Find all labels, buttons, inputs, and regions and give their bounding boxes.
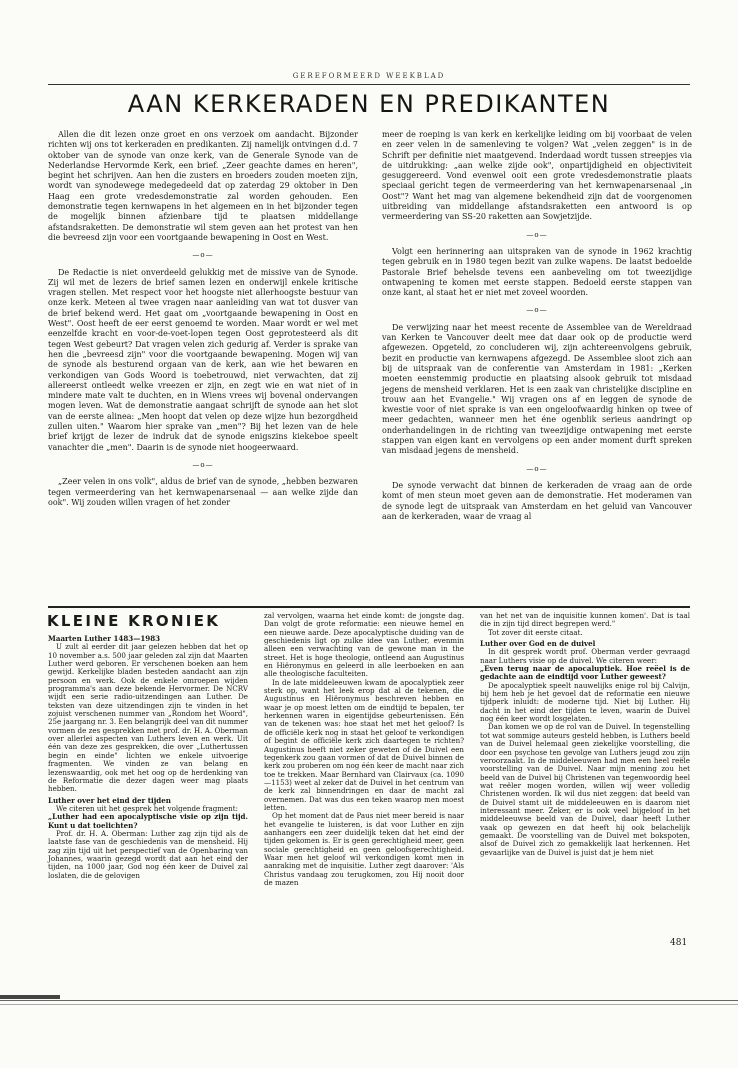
- article-column-left: [48, 130, 358, 508]
- kroniek-subheading: Luther over het eind der tijden: [48, 795, 171, 805]
- kroniek-column-1: [48, 632, 248, 880]
- section-separator: —o—: [192, 460, 214, 469]
- kroniek-paragraph: U zult al eerder dit jaar gelezen hebben dat het op 10 november a.s. 500 jaar geleden zal zijn dat Maarten Luther werd geboren. Er verschenen boeken aan hem gewijd. Kerkelijke bladen besteden aandacht aan zijn persoon en werk. Ook de enkele omroepen wijden programma's aan deze bekende Hervormer. De NCRV wijdt een serie radio-uitzendingen aan Luther. De teksten van deze uitzendingen zijn te vinden in het zojuist verschenen nummer van „Rondom het Woord", 25e jaargang nr. 3. Een belangrijk deel van dit nummer vormen de zes gesprekken met prof. dr. H. A. Oberman over allerlei aspecten van Luthers leven en werk. Uit één van deze zes gesprekken, die over „Luthertussen begin en einde" lichten we enkele uitvoerige fragmenten. We vinden ze van belang en lezenswaardig, ook met het oog op de herdenking van de Reformatie die dezer dagen weer mag plaats hebben.: [48, 642, 248, 794]
- kroniek-paragraph: van het net van de inquisitie kunnen komen'. Dat is taal die in zijn tijd direct begrepen werd.": [480, 611, 690, 629]
- article-paragraph: De Redactie is niet onverdeeld gelukkig met de missive van de Synode. Zij wil met de lezers de brief samen lezen en onderwijl enkele kritische vragen stellen. Met respect voor het hoogste niet allerhoogste bestuur van onze kerk. Meteen al twee vragen naar aanleiding van wat tot dusver van de brief bekend werd. Het gaat om „voortgaande bewapening in Oost en West". Oost heeft de eer eerst genoemd te worden. Maar wordt er wel met eenzelfde kracht en voor-de-voet-lopen tegen Oost geprotesteerd als dit tegen West gebeurt? Dat vragen velen zich gedurig af. Verder is sprake van hen die „bevreesd zijn" voor die voortgaande bewapening. Mogen wij van de synode als besturend orgaan van de kerk, aan wie het bewaren en verkondigen van Gods Woord is toebetrouwd, niet verwachten, dat zij allereerst ontleedt welke vreezen er zijn, en zegt wie en wat niet of in mindere mate valt te duchten, en in Wiens vrees wij bovenal ondervangen mogen leven. Wat de demonstratie aangaat schrijft de synode aan het slot van de eerste alinea: „Men hoopt dat velen op deze wijze hun bezorgdheid zullen uiten." Waarom hier sprake van „men"? Bij het lezen van de hele brief krijgt de lezer de indruk dat de synode enigszins kiekeboe speelt vanachter die „men". Daarin is de synode niet hoogeerwaard.: [48, 267, 358, 452]
- article-title: AAN KERKERADEN EN PREDIKANTEN: [127, 90, 611, 118]
- kroniek-paragraph: Op het moment dat de Paus niet meer bereid is naar het evangelie te luisteren, is dat voor Luther en zijn aanhangers een zeer duidelijk teken dat het eind der tijden gekomen is. Er is geen gerechtigheid meer, geen sociale gerechtigheid en geen geloofsgerechtigheid. Waar men het geloof wil verkondigen komt men in aanraking met de inquisitie. Luther zegt daarover: 'Als Christus vandaag zou terugkomen, zou Hij nooit door de mazen: [264, 811, 464, 887]
- kroniek-question: „Luther had een apocalyptische visie op zijn tijd. Kunt u dat toelichten?: [48, 812, 248, 830]
- article-paragraph: meer de roeping is van kerk en kerkelijke leiding om bij voorbaat de velen en zeer velen in de samenleving te volgen? Wat „velen zeggen" is in de Schrift per definitie niet maatgevend. Inderdaad wordt tussen streepjes via de uitdrukking: „aan welke zijde ook", onpartijdigheid en objectiviteit gesuggereerd. Vond evenwel ooit een grote vredesdemonstratie plaats speciaal gericht tegen de vermeerdering van het kernwapenarsenaal „in Oost"? Want het mag van algemene bekendheid zijn dat de voorgenomen uitbreiding van middellange afstandsraketten een antwoord is op vermeerdering van SS-20 raketten aan Sowjetzijde.: [382, 130, 692, 222]
- magazine-header: GEREFORMEERD WEEKBLAD: [292, 72, 446, 80]
- kroniek-column-3: [480, 612, 690, 857]
- scan-line: [0, 1000, 738, 1001]
- scan-edge: [0, 995, 60, 999]
- article-paragraph: Allen die dit lezen onze groet en ons verzoek om aandacht. Bijzonder richten wij ons tot kerkeraden en predikanten. Zij namelijk ontvingen d.d. 7 oktober van de synode van onze kerk, van de Generale Synode van de Nederlandse Hervormde Kerk, een brief. „Zeer geachte dames en heren", begint het schrijven. Aan hen die zusters en broeders zouden moeten zijn, wordt van synodewege medegedeeld dat op zaterdag 29 oktober in Den Haag een grote vredesdemonstratie zal worden gehouden. Een demonstratie tegen kernwapens in het algemeen en in het bijzonder tegen de mogelijk binnen afzienbare tijd te plaatsen middellange afstandsraketten. De demonstratie wil stem geven aan het protest van hen die bevreesd zijn voor een voortgaande bewapening in Oost en West.: [48, 130, 358, 242]
- kroniek-column-2: [264, 612, 464, 887]
- kroniek-subheading: Maarten Luther 1483—1983: [48, 634, 161, 643]
- scan-line-secondary: [0, 1004, 738, 1005]
- article-column-right: [382, 130, 692, 522]
- kroniek-subheading: Luther over God en de duivel: [480, 639, 596, 649]
- kroniek-paragraph: zal vervolgen, waarna het einde komt: de jongste dag. Dan volgt de grote reformatie: een nieuwe hemel en een nieuwe aarde. Deze apocalyptische duiding van de geschiedenis ligt op zulke idee van Luther, evenmin alleen een verwachting van de gewone man in the street. Het is hoge theologie, ontleend aan Augustinus en Hiëronymus en geleerd in alle leerboeken en aan alle theologische faculteiten.: [264, 611, 464, 679]
- kroniek-paragraph: In dit gesprek wordt prof. Oberman verder gevraagd naar Luthers visie op de duivel. We citeren weer:: [480, 647, 690, 665]
- kroniek-question: „Even terug naar de apocaluptiek. Hoe reëel is de gedachte aan de eindtijd voor Luther geweest?: [480, 664, 690, 682]
- article-paragraph: Volgt een herinnering aan uitspraken van de synode in 1962 krachtig tegen gebruik en in 1980 tegen bezit van zulke wapens. De laatst bedoelde Pastorale Brief behelsde tevens een aanbeveling om tot tweezijdige ontwapening te komen met eerste stappen. Bedoeld eerste stappen van onze kant, al staat het er niet met zoveel woorden.: [382, 246, 692, 298]
- kroniek-paragraph: In de late middeleeuwen kwam de apocalyptiek zeer sterk op, want het leek erop dat al de tekenen, die Augustinus en Hiëronymus beschreven hebben en waar je op moest letten om de eindtijd te bepalen, ter herkennen waren in eigentijdse gebeurtenissen. Eén van de tekenen was: hoe staat het met het geloof? Is de officiële kerk nog in staat het geloof te verkondigen of begint de officiële kerk zich daartegen te richten? Augustinus heeft niet zeker geweten of de Duivel een tegenkerk zou gaan vormen of dat de Duivel binnen de kerk zou proberen om nog één keer de macht naar zich toe te trekken. Maar Bernhard van Clairvaux (ca. 1090—1153) weet al zeker dat de Duivel in het centrum van de kerk zal binnendringen en daar de macht zal overnemen. Dat was dus een teken waarop men moest letten.: [264, 677, 464, 812]
- kroniek-paragraph: De apocalyptiek speelt nauwelijks enige rol bij Calvijn, bij hem heb je het gevoel dat de reformatie een nieuwe tijdperk inluidt: de moderne tijd. Niet bij Luther. Hij dacht in het eind der tijden te leven, waarin de Duivel nog één keer wordt losgelaten.: [480, 680, 690, 724]
- section-separator: —o—: [526, 464, 548, 473]
- section-separator: —o—: [526, 306, 548, 315]
- article-paragraph: De verwijzing naar het meest recente de Assemblee van de Wereldraad van Kerken te Vancouver deelt mee dat daar ook op de productie werd afgewezen. Opgeteld, zo concluderen wij, zijn achtereenvolgens gebruik, bezit en productie van kernwapens afgezegd. De Assemblee sloot zich aan bij de uitspraak van de conferentie van Amsterdam in 1981: „Kerken moeten eenstemmig productie en plaatsing alsook gebruik tot misdaad jegens de mensheid verklaren. Het is een zaak van christelijke discipline en trouw aan het Evangelie." Wij vragen ons af en leggen de synode de kwestie voor of niet sprake is van een ongeloofwaardig hinken op twee of meer gedachten, wanneer men het éne ogenblik serieus aandringt op onderhandelingen in de richting van tweezijdige ontwapening met eerste stappen van eigen kant en vervolgens op een ander moment durft spreken van misdaad jegens de mensheid.: [382, 322, 692, 456]
- page-number: 481: [670, 938, 688, 948]
- section-separator: —o—: [526, 230, 548, 239]
- kroniek-title: KLEINE KRONIEK: [47, 612, 221, 630]
- article-paragraph: De synode verwacht dat binnen de kerkeraden de vraag aan de orde komt of men steun moet geven aan de demonstratie. Het moderamen van de synode legt de uitspraak van Amsterdam en het geluid van Vancouver aan de kerkeraden, waar de vraag al: [382, 480, 692, 521]
- kroniek-paragraph: Dan komen we op de rol van de Duivel. In tegenstelling tot wat sommige auteurs gesteld hebben, is Luthers beeld van de Duivel helemaal geen ziekelijke voorstelling, die door een psychose ten gevolge van Luthers jeugd zou zijn veroorzaakt. In de middeleeuwen had men een heel reële voorstelling van de Duivel. Naar mijn mening zou het beeld van de Duivel bij Christenen van tegenwoordig heel wat reëler mogen worden, willen wij weer volledig Christenen worden. Ik wil dus niet zeggen: dat beeld van de Duivel stamt uit de middeleeuwen en is daarom niet interessant meer. Zeker, er is ook veel bijgeloof in het middeleeuwse beeld van de Duivel, daar heeft Luther vaak op gewezen en dat heeft hij ook belachelijk gemaakt. De voorstelling van de Duivel met bokspoten, alsof de Duivel zich zo gemakkelijk laat herkennen. Het gevaarlijke van de Duivel is juist dat je hem niet: [480, 722, 690, 857]
- kroniek-paragraph: Prof. dr. H. A. Oberman: Luther zag zijn tijd als de laatste fase van de geschiedenis van de mensheid. Hij zag zijn tijd uit het perspectief van de Openbaring van Johannes, waarin gezegd wordt dat aan het eind der tijden, na 1000 jaar, God nog één keer de Duivel zal loslaten, die de gelovigen: [48, 828, 248, 880]
- header-rule: [48, 84, 690, 85]
- kroniek-paragraph: Tot zover dit eerste citaat.: [488, 627, 583, 637]
- kroniek-paragraph: We citeren uit het gesprek het volgende fragment:: [56, 803, 238, 813]
- section-rule: [48, 606, 690, 608]
- section-separator: —o—: [192, 251, 214, 260]
- article-paragraph: „Zeer velen in ons volk", aldus de brief van de synode, „hebben bezwaren tegen vermeerdering van het kernwapenarsenaal — aan welke zijde dan ook". Wij zouden willen vragen of het zonder: [48, 477, 358, 507]
